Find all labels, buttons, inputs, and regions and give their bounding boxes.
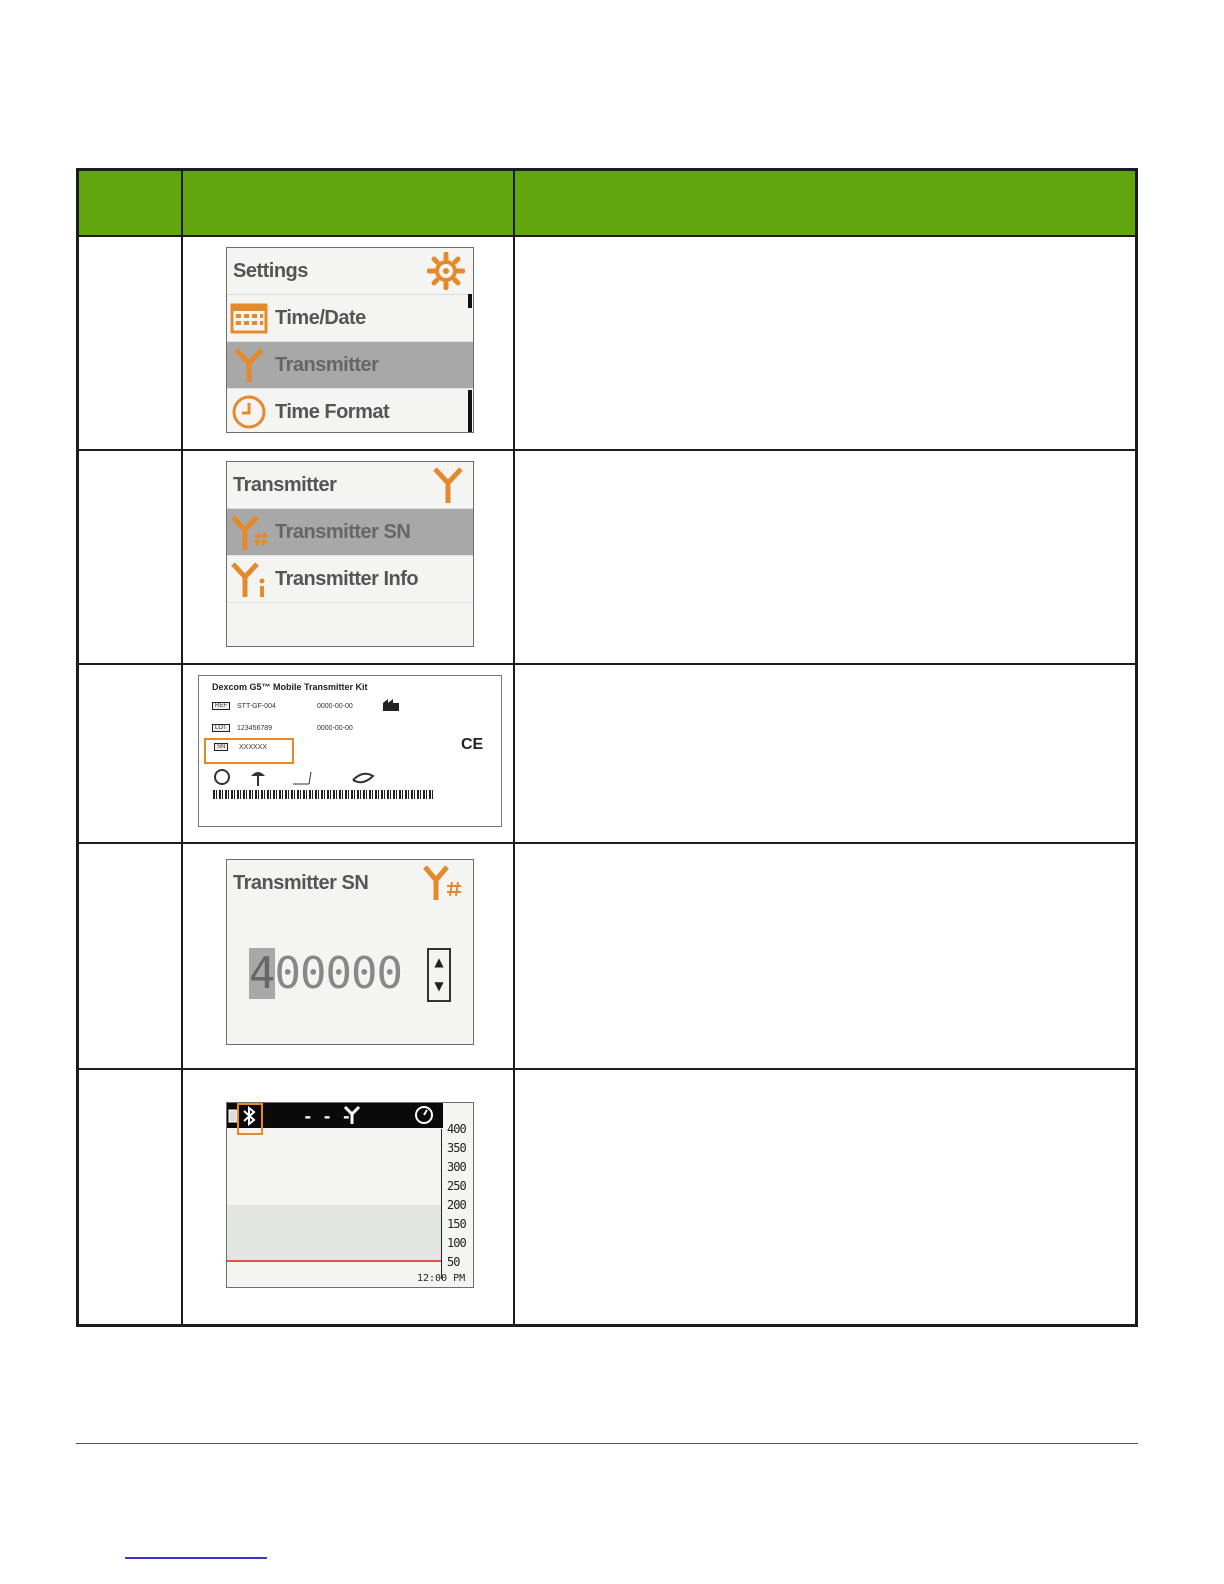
menu-item-label: Time Format: [275, 401, 390, 423]
y-tick-label: 50: [447, 1255, 460, 1269]
settings-screen: [226, 247, 474, 433]
step-cell: [78, 236, 183, 450]
ce-mark: CE: [461, 736, 484, 753]
sn-digits[interactable]: [249, 948, 402, 999]
scrollbar-thumb[interactable]: [468, 390, 472, 432]
screen-title: Settings: [233, 260, 308, 282]
menu-item-time-format[interactable]: [227, 389, 473, 433]
step-cell: [78, 843, 183, 1069]
menu-item-label: Transmitter Info: [275, 568, 419, 590]
scrollbar-top: [468, 294, 472, 308]
transmitter-screen: [226, 461, 474, 647]
y-tick-label: 100: [447, 1236, 466, 1250]
table-row: [78, 664, 1137, 843]
y-tick-label: 250: [447, 1179, 466, 1193]
stepper-up-icon[interactable]: ▲: [434, 955, 444, 969]
header-description: [514, 170, 1137, 237]
menu-item-time-date[interactable]: [227, 295, 473, 342]
menu-item-transmitter[interactable]: [227, 342, 473, 389]
y-tick-label: 350: [447, 1141, 466, 1155]
table-row: [78, 450, 1137, 664]
manufacturer-icon: [383, 698, 399, 716]
table-row: [78, 1069, 1137, 1325]
timer-icon: [413, 1105, 435, 1129]
description-cell: [514, 236, 1137, 450]
sn-selected-digit[interactable]: 4: [249, 948, 275, 999]
header-screen: [182, 170, 514, 237]
ref-tag: REF: [212, 702, 230, 710]
table-header-row: [78, 170, 1137, 237]
sn-highlight: [204, 738, 294, 764]
step-cell: [78, 1069, 183, 1325]
y-tick-label: 200: [447, 1198, 466, 1212]
menu-item-label: Transmitter: [275, 354, 379, 376]
screen-title: Transmitter SN: [233, 872, 369, 894]
step-cell: [78, 664, 183, 843]
clock-icon: [230, 394, 268, 433]
instruction-table: [76, 168, 1138, 1327]
menu-item-transmitter-info[interactable]: [227, 556, 473, 603]
antenna-hash-icon: [423, 864, 465, 919]
trend-screen: [226, 1102, 474, 1288]
sn-remaining-digits: 00000: [274, 948, 402, 999]
footer-link[interactable]: [125, 1557, 267, 1559]
description-cell: [514, 1069, 1137, 1325]
menu-item-label: Transmitter SN: [275, 521, 411, 543]
signal-icon: [343, 1105, 361, 1129]
sn-tag: SN: [214, 743, 228, 751]
glucose-dashes: - - -: [303, 1107, 352, 1126]
screen-header: [227, 248, 473, 295]
table-row: [78, 236, 1137, 450]
kit-title: Dexcom G5™ Mobile Transmitter Kit: [212, 682, 368, 692]
y-axis: [441, 1129, 442, 1279]
screen-title: Transmitter: [233, 474, 337, 496]
low-alert-line: [227, 1260, 441, 1262]
description-cell: [514, 664, 1137, 843]
antenna-info-icon: [230, 561, 274, 616]
lot-tag: LOT: [212, 724, 230, 732]
mfg-date: 0000-00-00: [317, 703, 353, 710]
step-cell: [78, 450, 183, 664]
sn-entry-screen: [226, 859, 474, 1045]
stepper-down-icon[interactable]: ▼: [434, 979, 444, 993]
screen-header: [227, 860, 473, 906]
screen-cell: [182, 450, 514, 664]
lot-number: 123456789: [237, 725, 273, 732]
y-tick-label: 400: [447, 1122, 466, 1136]
screen-cell: [182, 843, 514, 1069]
expiry-date: 0000-00-00: [317, 725, 353, 732]
table-row: [78, 843, 1137, 1069]
symbol-icons: [213, 766, 393, 793]
screen-cell: [182, 236, 514, 450]
screen-header: [227, 462, 473, 509]
target-range-band: [227, 1205, 441, 1260]
menu-item-transmitter-sn[interactable]: [227, 509, 473, 556]
y-tick-label: 150: [447, 1217, 466, 1231]
header-step: [78, 170, 183, 237]
description-cell: [514, 450, 1137, 664]
bluetooth-highlight: [237, 1103, 263, 1135]
footer-rule: [76, 1443, 1138, 1444]
sn-value: XXXXXX: [239, 744, 268, 751]
x-tick-label: 12:00 PM: [417, 1273, 466, 1284]
transmitter-kit-label: [198, 675, 502, 827]
description-cell: [514, 843, 1137, 1069]
ref-code: STT-GF-004: [237, 703, 276, 710]
screen-cell: [182, 664, 514, 843]
screen-cell: [182, 1069, 514, 1325]
menu-item-label: Time/Date: [275, 307, 366, 329]
digit-stepper[interactable]: [427, 948, 451, 1002]
barcode: [213, 790, 435, 799]
y-tick-label: 300: [447, 1160, 466, 1174]
